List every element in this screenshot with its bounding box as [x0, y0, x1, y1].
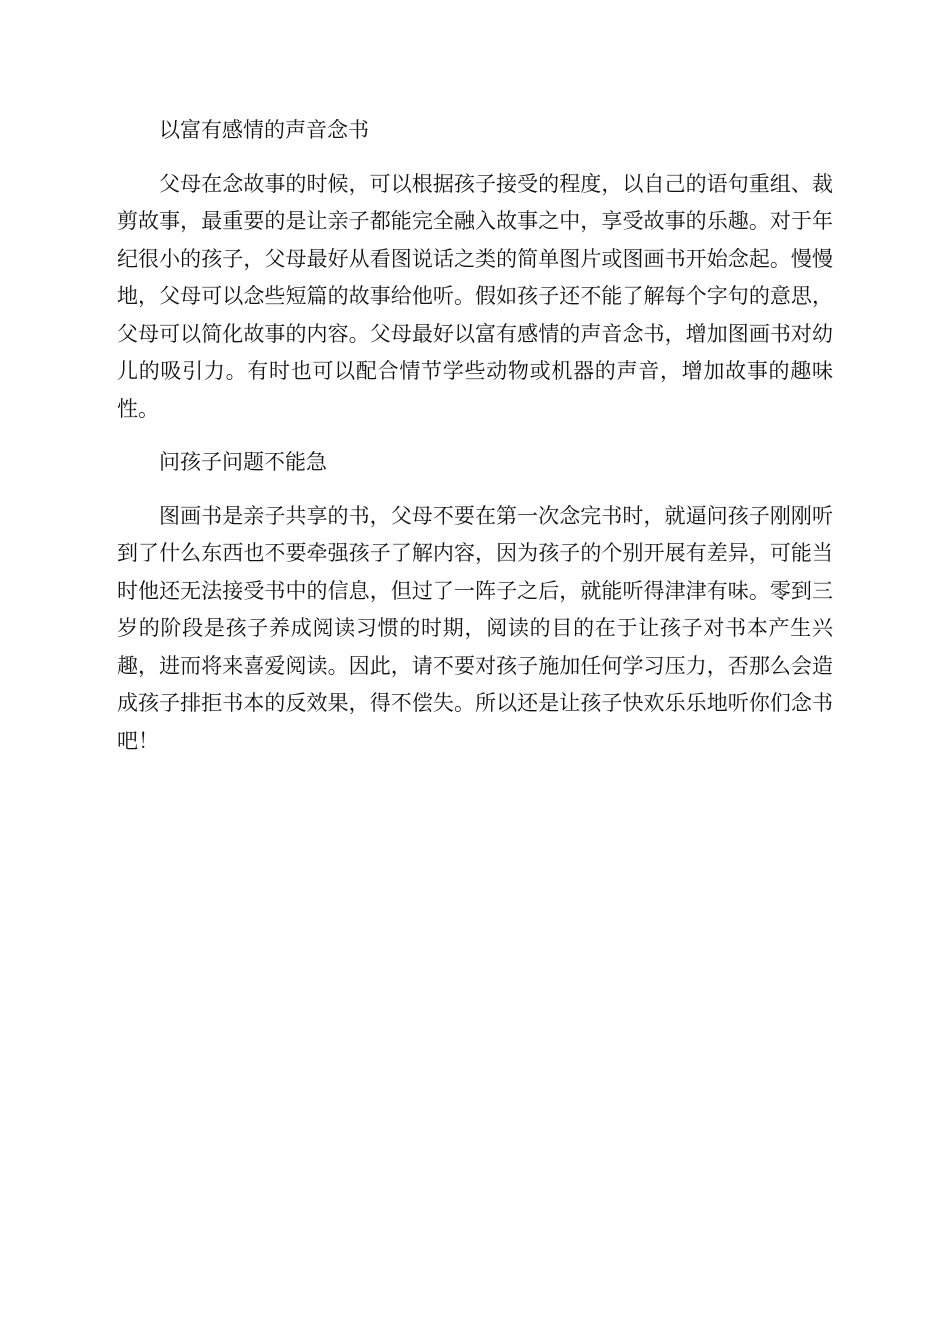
section-heading-dont-rush-questions: 问孩子问题不能急	[159, 450, 327, 474]
paragraph-reading-with-emotion: 父母在念故事的时候，可以根据孩子接受的程度，以自己的语句重组、裁剪故事，最重要的是让亲子都能完全融入故事之中，享受故事的乐趣。对于年纪很小的孩子，父母最好从看图说话之类的简单图片或图画书开始念起。慢慢地，父母可以念些短篇的故事给他听。假如孩子还不能了解每个字句的意思，父母可以简化故事的内容。父母最好以富有感情的声音念书，增加图画书对幼儿的吸引力。有时也可以配合情节学些动物或机器的声音，增加故事的趣味性。	[117, 171, 833, 421]
paragraph-dont-rush-questions: 图画书是亲子共享的书，父母不要在第一次念完书时，就逼问孩子刚刚听到了什么东西也不要牵强孩子了解内容，因为孩子的个别开展有差异，可能当时他还无法接受书中的信息，但过了一阵子之后，就能听得津津有味。零到三岁的阶段是孩子养成阅读习惯的时期，阅读的目的在于让孩子对书本产生兴趣，进而将来喜爱阅读。因此，请不要对孩子施加任何学习压力，否那么会造成孩子排拒书本的反效果，得不偿失。所以还是让孩子快欢乐乐地听你们念书吧！	[117, 503, 833, 753]
section-heading-reading-with-emotion: 以富有感情的声音念书	[159, 118, 369, 142]
document-body	[117, 112, 833, 776]
